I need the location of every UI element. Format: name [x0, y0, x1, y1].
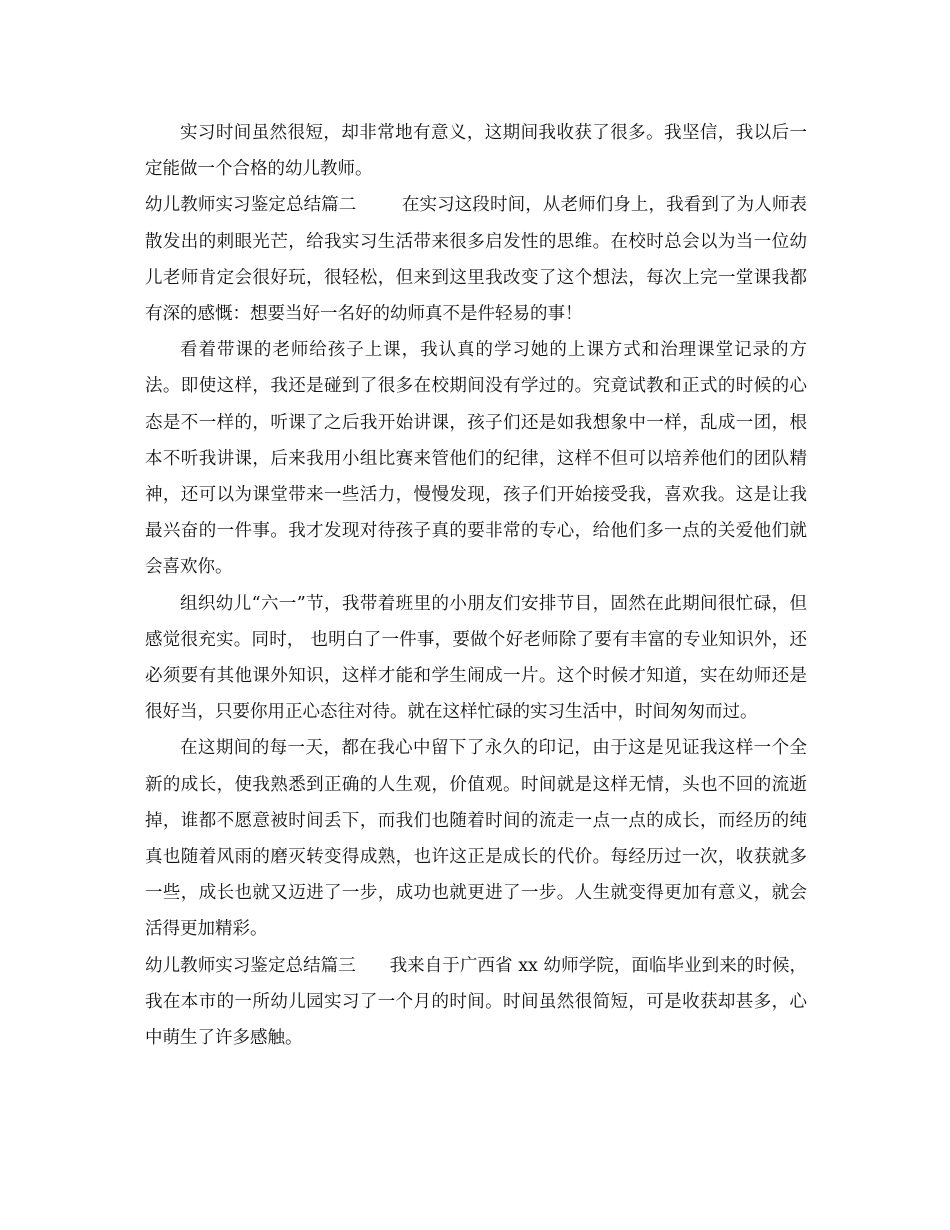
document-body [145, 115, 807, 1056]
section-3-heading: 幼儿教师实习鉴定总结篇三 [145, 955, 356, 976]
section-2-text: 在实习这段时间，从老师们身上，我看到了为人师表散发出的刺眼光芒，给我实习生活带来很多启发性的思维。在校时总会以为当一位幼儿老师肯定会很好玩，很轻松，但来到这里我改变了这个想法，每次上完一堂课我都有深的感慨：想要当好一名好的幼师真不是件轻易的事！ [145, 195, 807, 325]
section-3-gap [356, 956, 390, 976]
section-2-heading: 幼儿教师实习鉴定总结篇二 [145, 195, 357, 216]
section-2-block [145, 187, 807, 332]
paragraph-2: 看着带课的老师给孩子上课，我认真的学习她的上课方式和治理课堂记录的方法。即使这样，我还是碰到了很多在校期间没有学过的。究竟试教和正式的时候的心态是不一样的，听课了之后我开始讲课，孩子们还是如我想象中一样，乱成一团，根本不听我讲课，后来我用小组比赛来管他们的纪律，这样不但可以培养他们的团队精神，还可以为课堂带来一些活力，慢慢发现，孩子们开始接受我，喜欢我。这是让我最兴奋的一件事。我才发现对待孩子真的要非常的专心，给他们多一点的关爱他们就会喜欢你。 [145, 340, 807, 578]
paragraph-4: 在这期间的每一天，都在我心中留下了永久的印记，由于这是见证我这样一个全新的成长，使我熟悉到正确的人生观，价值观。时间就是这样无情，头也不回的流逝掉，谁都不愿意被时间丢下，而我们也随着时间的流走一点一点的成长，而经历的纯真也随着风雨的磨灭转变得成熟，也许这正是成长的代价。每经历过一次，收获就多一些，成长也就又迈进了一步，成功也就更进了一步。人生就变得更加有意义，就会活得更加精彩。 [145, 738, 807, 940]
paragraph-3: 组织幼儿“六一”节，我带着班里的小朋友们安排节目，固然在此期间很忙碌，但感觉很充实。同时， 也明白了一件事，要做个好老师除了要有丰富的专业知识外，还必须要有其他课外知识，这样才能和学生闹成一片。这个时候才知道，实在幼师还是很好当，只要你用正心态往对待。就在这样忙碌的实习生活中，时间匆匆而过。 [145, 593, 807, 723]
paragraph-1: 实习时间虽然很短，却非常地有意义，这期间我收获了很多。我坚信，我以后一定能做一个合格的幼儿教师。 [145, 123, 807, 180]
section-3-block [145, 948, 807, 1057]
section-2-gap [356, 195, 401, 215]
section-3-text: 我来自于广西省 xx 幼师学院，面临毕业到来的时候，我在本市的一所幼儿园实习了一个月的时间。时间虽然很简短，可是收获却甚多，心中萌生了许多感触。 [145, 955, 807, 1049]
